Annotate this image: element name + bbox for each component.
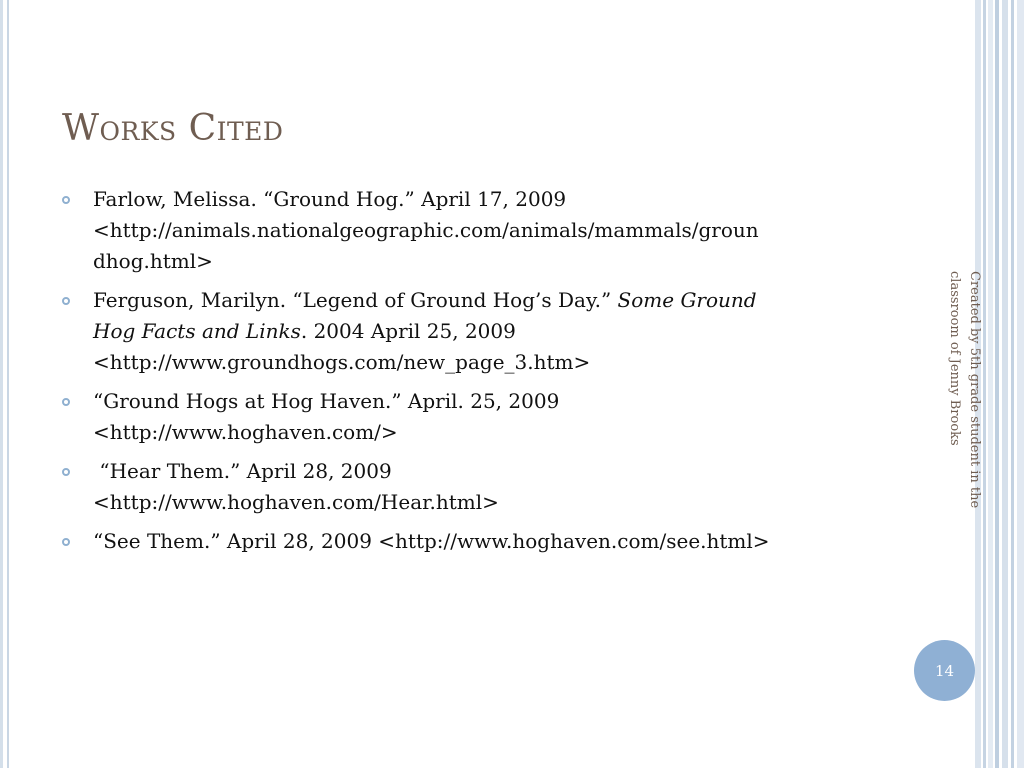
citation-text: Ferguson, Marilyn. “Legend of Ground Hog’s Day.” [93,288,618,312]
citation-item [62,386,877,448]
citation-line: <http://www.groundhogs.com/new_page_3.htm> [93,350,591,374]
vertical-credit-text [938,271,984,551]
citation-list [62,184,877,565]
bullet-icon [62,538,70,546]
citation-item [62,526,877,557]
citation-source-title: Some Ground [617,288,757,312]
decorative-bar [988,0,993,768]
left-stripe-bar [7,0,9,768]
decorative-bar [1011,0,1014,768]
citation-item [62,285,877,378]
citation-item [62,184,877,277]
credit-line: Created by 5th grade student in the [967,271,982,509]
citation-line [93,285,877,316]
decorative-bar [1017,0,1024,768]
citation-line: “See Them.” April 28, 2009 <http://www.hoghaven.com/see.html> [93,529,770,553]
page-number: 14 [934,661,955,680]
decorative-bar [995,0,999,768]
citation-line: <http://www.hoghaven.com/> [93,420,398,444]
citation-line: “Ground Hogs at Hog Haven.” April. 25, 2009 [93,389,560,413]
citation-line: Farlow, Melissa. “Ground Hog.” April 17, 2009 [93,187,567,211]
citation-item [62,456,877,518]
bullet-icon [62,398,70,406]
citation-text: . 2004 April 25, 2009 [300,319,516,343]
decorative-bar [1002,0,1008,768]
citation-line: “Hear Them.” April 28, 2009 [93,459,392,483]
left-accent-stripe [0,0,12,768]
credit-line: classroom of Jenny Brooks [947,271,962,446]
citation-source-title: Hog Facts and Links [93,319,301,343]
citation-line: dhog.html> [93,249,213,273]
slide-title: Works Cited [62,108,284,149]
citation-line: <http://www.hoghaven.com/Hear.html> [93,490,499,514]
bullet-icon [62,196,70,204]
bullet-icon [62,468,70,476]
bullet-icon [62,297,70,305]
page-number-badge [914,640,975,701]
citation-line: <http://animals.nationalgeographic.com/animals/mammals/groun [93,218,759,242]
citation-line [93,316,877,347]
left-stripe-bar [0,0,3,768]
